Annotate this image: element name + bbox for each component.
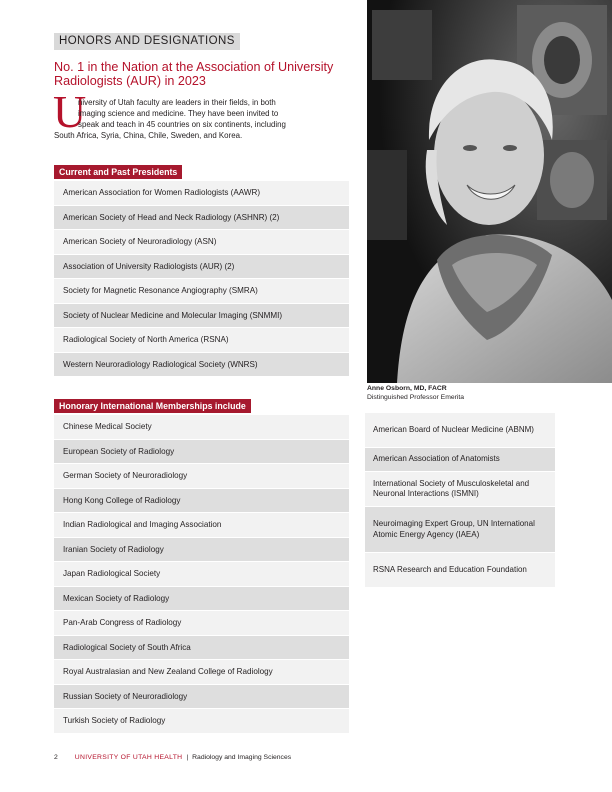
memberships-title: Honorary International Memberships include [54,399,251,413]
list-item: Western Neuroradiology Radiological Society (WNRS) [54,353,349,378]
list-item: American Society of Head and Neck Radiology (ASHNR) (2) [54,206,349,231]
list-item: Association of University Radiologists (AUR) (2) [54,255,349,280]
list-item: German Society of Neuroradiology [54,464,349,489]
intro-line: speak and teach in 45 countries on six continents, including [78,120,286,129]
list-item: Hong Kong College of Radiology [54,489,349,514]
list-item: Society of Nuclear Medicine and Molecular Imaging (SNMMI) [54,304,349,329]
list-item: Society for Magnetic Resonance Angiography (SMRA) [54,279,349,304]
other-memberships-list [365,413,555,588]
list-item: American Association of Anatomists [365,448,555,472]
list-item: Indian Radiological and Imaging Association [54,513,349,538]
footer-dept: Radiology and Imaging Sciences [192,754,292,761]
intro-line: South Africa, Syria, China, Chile, Sweden, and Korea. [54,131,243,140]
intro-line: niversity of Utah faculty are leaders in their fields, in both [78,98,276,107]
page-number: 2 [54,754,58,761]
list-item: Pan-Arab Congress of Radiology [54,611,349,636]
list-item: American Society of Neuroradiology (ASN) [54,230,349,255]
list-item: Radiological Society of North America (RSNA) [54,328,349,353]
list-item: Russian Society of Neuroradiology [54,685,349,710]
section-tag: HONORS AND DESIGNATIONS [54,33,240,50]
headline: No. 1 in the Nation at the Association of University Radiologists (AUR) in 2023 [54,60,334,88]
photo-caption-name: Anne Osborn, MD, FACR [367,385,447,392]
list-item: American Association for Women Radiologists (AAWR) [54,181,349,206]
list-item: Neuroimaging Expert Group, UN International Atomic Energy Agency (IAEA) [365,507,555,553]
list-item: Mexican Society of Radiology [54,587,349,612]
presidents-title: Current and Past Presidents [54,165,182,179]
portrait-illustration [367,0,612,383]
memberships-list [54,415,349,734]
list-item: RSNA Research and Education Foundation [365,553,555,588]
list-item: Iranian Society of Radiology [54,538,349,563]
page-footer [54,754,291,761]
photo-caption-title: Distinguished Professor Emerita [367,394,465,401]
list-item: European Society of Radiology [54,440,349,465]
list-item: Radiological Society of South Africa [54,636,349,661]
list-item: Japan Radiological Society [54,562,349,587]
footer-org: UNIVERSITY OF UTAH HEALTH [74,754,183,761]
intro-line: imaging science and medicine. They have been invited to [78,109,279,118]
list-item: Turkish Society of Radiology [54,709,349,734]
list-item: Royal Australasian and New Zealand College of Radiology [54,660,349,685]
intro-dropcap: U [53,86,87,137]
footer-separator: | [186,754,189,761]
list-item: Chinese Medical Society [54,415,349,440]
portrait-photo [367,0,612,383]
list-item: American Board of Nuclear Medicine (ABNM) [365,413,555,448]
list-item: International Society of Musculoskeletal and Neuronal Interactions (ISMNI) [365,472,555,507]
presidents-list [54,181,349,377]
